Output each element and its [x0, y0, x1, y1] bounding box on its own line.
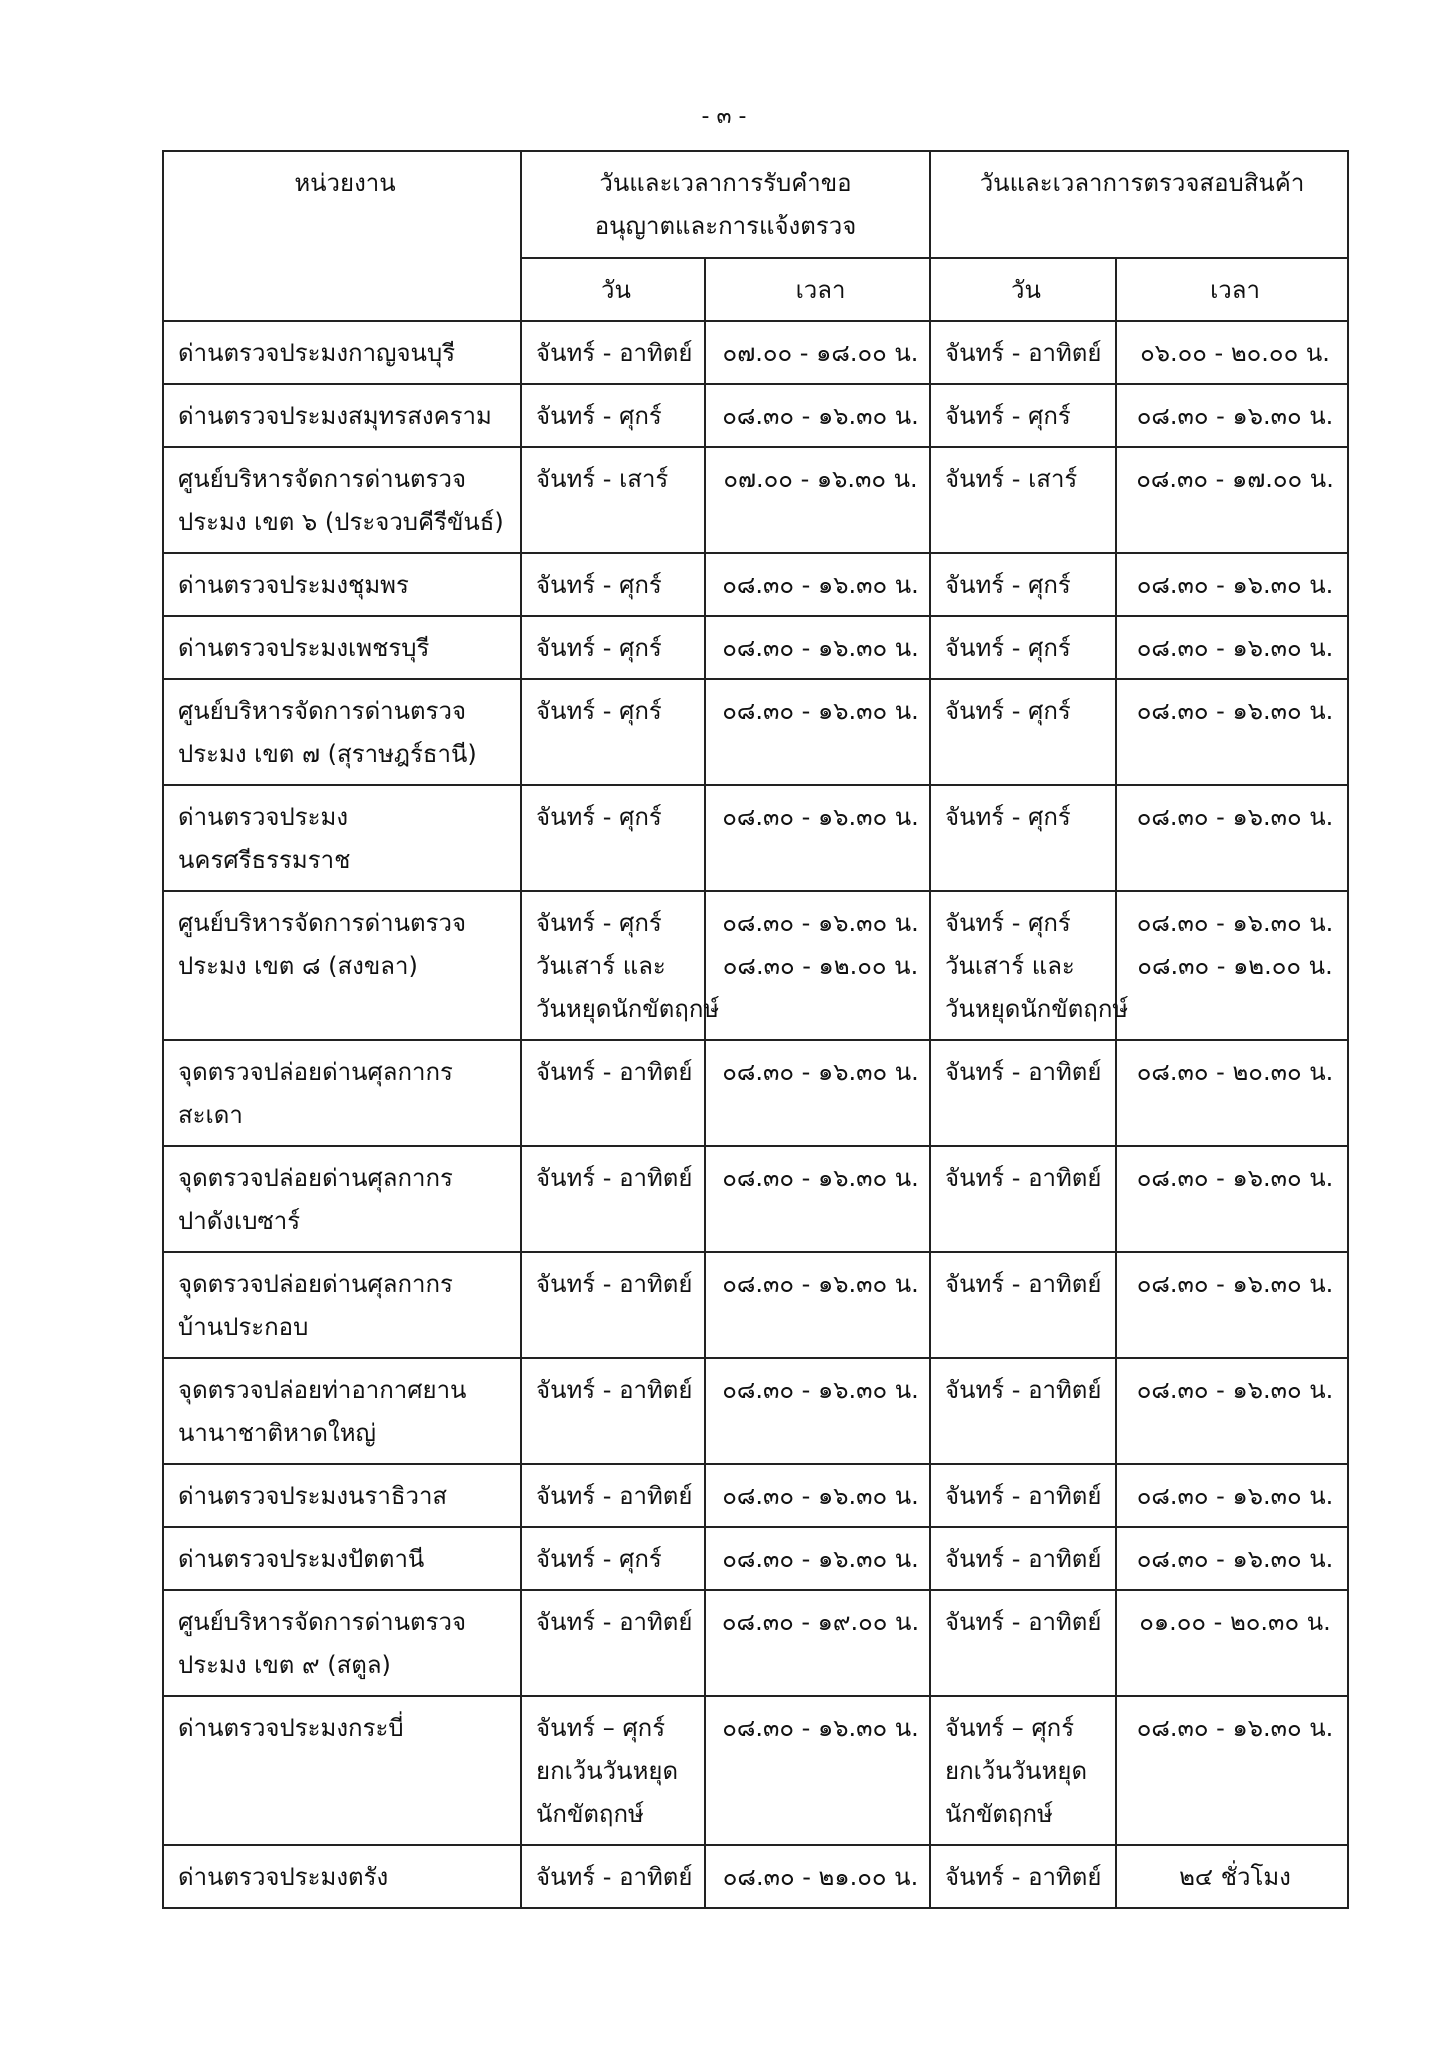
cell-unit-line: ด่านตรวจประมงนราธิวาส: [178, 1482, 448, 1510]
cell-request-time: [705, 1146, 930, 1252]
cell-unit-line: ประมง เขต ๙ (สตูล): [178, 1651, 391, 1679]
cell-request-day: [521, 1464, 705, 1527]
cell-inspect-day: [930, 1845, 1116, 1908]
cell-request-day-line: จันทร์ - อาทิตย์: [536, 1608, 693, 1636]
cell-request-day: [521, 447, 705, 553]
cell-inspect-day: [930, 1696, 1116, 1845]
cell-inspect-day-line: นักขัตฤกษ์: [945, 1800, 1053, 1828]
cell-unit: [163, 1464, 521, 1527]
cell-unit-line: ด่านตรวจประมงกาญจนบุรี: [178, 339, 456, 367]
cell-unit-line: จุดตรวจปล่อยด่านศุลกากร: [178, 1058, 453, 1086]
cell-request-day-line: จันทร์ - ศุกร์: [536, 697, 662, 725]
cell-inspect-time: [1116, 1527, 1348, 1590]
cell-unit-line: บ้านประกอบ: [178, 1313, 309, 1341]
cell-inspect-time: [1116, 785, 1348, 891]
cell-request-time: [705, 447, 930, 553]
table-row: [163, 616, 1348, 679]
cell-unit: [163, 1252, 521, 1358]
cell-inspect-time-line: ๐๖.๐๐ - ๒๐.๐๐ น.: [1140, 339, 1330, 367]
cell-unit-line: จุดตรวจปล่อยด่านศุลกากร: [178, 1164, 453, 1192]
cell-request-time: [705, 785, 930, 891]
table-row: [163, 1040, 1348, 1146]
cell-request-day: [521, 321, 705, 384]
cell-inspect-time: [1116, 1252, 1348, 1358]
page-number: - ๓ -: [701, 104, 747, 129]
cell-inspect-time: [1116, 679, 1348, 785]
cell-inspect-time-line: ๒๔ ชั่วโมง: [1179, 1863, 1291, 1891]
cell-inspect-day: [930, 891, 1129, 1040]
cell-inspect-day-line: จันทร์ - อาทิตย์: [945, 1863, 1102, 1891]
cell-inspect-time-line: ๐๘.๓๐ - ๑๖.๓๐ น.: [1136, 1482, 1334, 1510]
cell-request-day: [521, 1358, 705, 1464]
cell-inspect-time-line: ๐๘.๓๐ - ๑๖.๓๐ น.: [1136, 1376, 1334, 1404]
cell-request-time-line: ๐๘.๓๐ - ๑๖.๓๐ น.: [722, 1376, 919, 1404]
cell-request-time: [705, 553, 930, 616]
cell-request-time-line: ๐๘.๓๐ - ๑๖.๓๐ น.: [722, 909, 919, 937]
cell-request-day: [521, 1252, 705, 1358]
table-row: [163, 1146, 1348, 1252]
cell-inspect-time: [1116, 1146, 1348, 1252]
cell-inspect-day-line: จันทร์ - อาทิตย์: [945, 1608, 1102, 1636]
cell-inspect-day: [930, 321, 1116, 384]
cell-inspect-time: [1116, 447, 1348, 553]
cell-request-day: [521, 1040, 705, 1146]
cell-request-time-line: ๐๘.๓๐ - ๑๖.๓๐ น.: [722, 1714, 919, 1742]
cell-unit: [163, 1590, 521, 1696]
cell-unit-line: ประมง เขต ๖ (ประจวบคีรีขันธ์): [178, 508, 504, 536]
cell-inspect-day: [930, 384, 1116, 447]
cell-request-time: [705, 891, 930, 1040]
cell-request-day: [521, 1146, 705, 1252]
cell-request-day-line: จันทร์ - เสาร์: [536, 465, 669, 493]
cell-request-time: [705, 1845, 930, 1908]
cell-unit: [163, 1527, 521, 1590]
cell-inspect-day: [930, 1590, 1116, 1696]
cell-inspect-time-line: ๐๑.๐๐ - ๒๐.๓๐ น.: [1139, 1608, 1331, 1636]
cell-inspect-day-line: จันทร์ – ศุกร์: [945, 1714, 1075, 1742]
cell-request-time: [705, 679, 930, 785]
cell-request-time-line: ๐๘.๓๐ - ๑๖.๓๐ น.: [722, 1164, 919, 1192]
cell-inspect-day-line: วันเสาร์ และ: [945, 952, 1075, 980]
cell-request-day-line: จันทร์ - ศุกร์: [536, 803, 662, 831]
cell-inspect-time: [1116, 1464, 1348, 1527]
cell-inspect-day: [930, 785, 1116, 891]
cell-inspect-time: [1116, 1590, 1348, 1696]
cell-unit-line: ด่านตรวจประมงเพชรบุรี: [178, 634, 430, 662]
cell-request-time: [705, 1464, 930, 1527]
cell-request-time-line: ๐๗.๐๐ - ๑๖.๓๐ น.: [723, 465, 918, 493]
cell-inspect-day-line: จันทร์ - ศุกร์: [945, 803, 1071, 831]
cell-unit-line: ศูนย์บริหารจัดการด่านตรวจ: [178, 465, 467, 493]
table-row: [163, 1527, 1348, 1590]
cell-unit: [163, 1358, 521, 1464]
cell-request-day: [521, 553, 705, 616]
cell-unit-line: สะเดา: [178, 1101, 243, 1129]
cell-inspect-day-line: จันทร์ - เสาร์: [945, 465, 1078, 493]
cell-request-time-line: ๐๘.๓๐ - ๑๖.๓๐ น.: [722, 634, 919, 662]
cell-unit: [163, 1146, 521, 1252]
cell-inspect-day-line: จันทร์ - อาทิตย์: [945, 1270, 1102, 1298]
cell-unit: [163, 321, 521, 384]
cell-inspect-time: [1116, 891, 1348, 1040]
cell-inspect-time: [1116, 384, 1348, 447]
cell-request-day: [521, 1845, 705, 1908]
cell-inspect-day: [930, 616, 1116, 679]
schedule-table: [162, 150, 1349, 1909]
cell-inspect-time: [1116, 553, 1348, 616]
cell-unit-line: ด่านตรวจประมงชุมพร: [178, 571, 409, 599]
cell-inspect-day-line: จันทร์ - ศุกร์: [945, 402, 1071, 430]
cell-unit: [163, 785, 521, 891]
cell-request-day-line: จันทร์ - อาทิตย์: [536, 1270, 693, 1298]
cell-inspect-day-line: จันทร์ - ศุกร์: [945, 697, 1071, 725]
cell-inspect-day: [930, 1146, 1116, 1252]
cell-request-time-line: ๐๗.๐๐ - ๑๘.๐๐ น.: [722, 339, 919, 367]
cell-unit-line: ด่านตรวจประมงตรัง: [178, 1863, 389, 1891]
cell-inspect-time-line: ๐๘.๓๐ - ๑๖.๓๐ น.: [1136, 571, 1334, 599]
cell-unit-line: ประมง เขต ๘ (สงขลา): [178, 952, 418, 980]
table-row: [163, 553, 1348, 616]
cell-inspect-time-line: ๐๘.๓๐ - ๑๖.๓๐ น.: [1136, 1545, 1334, 1573]
cell-unit: [163, 616, 521, 679]
cell-inspect-time-line: ๐๘.๓๐ - ๑๖.๓๐ น.: [1136, 909, 1334, 937]
table-row: [163, 384, 1348, 447]
header-inspect-time: เวลา: [1116, 258, 1348, 321]
cell-request-time-line: ๐๘.๓๐ - ๑๖.๓๐ น.: [722, 402, 919, 430]
cell-unit-line: ปาดังเบซาร์: [178, 1207, 301, 1235]
cell-request-day: [521, 384, 705, 447]
cell-request-time: [705, 384, 930, 447]
cell-inspect-time-line: ๐๘.๓๐ - ๑๖.๓๐ น.: [1136, 634, 1334, 662]
cell-inspect-time-line: ๐๘.๓๐ - ๑๖.๓๐ น.: [1136, 1270, 1334, 1298]
cell-unit: [163, 891, 521, 1040]
cell-request-time: [705, 1527, 930, 1590]
cell-unit-line: นานาชาติหาดใหญ่: [178, 1419, 376, 1447]
cell-request-time: [705, 321, 930, 384]
cell-request-day-line: จันทร์ - ศุกร์: [536, 634, 662, 662]
cell-inspect-time-line: ๐๘.๓๐ - ๑๖.๓๐ น.: [1136, 697, 1334, 725]
cell-request-time-line: ๐๘.๓๐ - ๑๖.๓๐ น.: [722, 571, 919, 599]
header-request-group: วันและเวลาการรับคำขออนุญาตและการแจ้งตรวจ: [521, 151, 930, 258]
cell-inspect-time: [1116, 1845, 1348, 1908]
header-request-day: วัน: [521, 258, 705, 321]
cell-unit: [163, 384, 521, 447]
table-body: [163, 321, 1348, 1908]
header-inspect-group: วันและเวลาการตรวจสอบสินค้า: [930, 151, 1348, 258]
table-row: [163, 447, 1348, 553]
table-row: [163, 679, 1348, 785]
cell-request-day: [521, 1527, 705, 1590]
cell-request-day: [521, 679, 705, 785]
cell-unit-line: ประมง เขต ๗ (สุราษฎร์ธานี): [178, 740, 477, 768]
cell-inspect-time-line: ๐๘.๓๐ - ๑๒.๐๐ น.: [1137, 952, 1333, 980]
cell-request-day-line: จันทร์ - อาทิตย์: [536, 1376, 693, 1404]
cell-inspect-day-line: จันทร์ - อาทิตย์: [945, 1482, 1102, 1510]
cell-inspect-day: [930, 553, 1116, 616]
cell-request-day-line: วันเสาร์ และ: [536, 952, 666, 980]
cell-inspect-day-line: จันทร์ - อาทิตย์: [945, 1376, 1102, 1404]
cell-unit-line: ด่านตรวจประมงสมุทรสงคราม: [178, 402, 492, 430]
table-row: [163, 785, 1348, 891]
cell-unit-line: ศูนย์บริหารจัดการด่านตรวจ: [178, 1608, 467, 1636]
header-request-time: เวลา: [705, 258, 930, 321]
cell-request-day-line: จันทร์ – ศุกร์: [536, 1714, 666, 1742]
cell-request-day-line: ยกเว้นวันหยุด: [536, 1757, 679, 1785]
cell-request-day-line: จันทร์ - อาทิตย์: [536, 1058, 693, 1086]
cell-request-time-line: ๐๘.๓๐ - ๑๖.๓๐ น.: [722, 1482, 919, 1510]
cell-inspect-day: [930, 1464, 1116, 1527]
cell-inspect-time: [1116, 1358, 1348, 1464]
cell-request-time-line: ๐๘.๓๐ - ๑๒.๐๐ น.: [722, 952, 919, 980]
cell-unit-line: ด่านตรวจประมงปัตตานี: [178, 1545, 425, 1573]
cell-unit: [163, 1845, 521, 1908]
cell-inspect-time-line: ๐๘.๓๐ - ๑๗.๐๐ น.: [1136, 465, 1334, 493]
cell-inspect-time-line: ๐๘.๓๐ - ๑๖.๓๐ น.: [1136, 402, 1334, 430]
cell-request-day-line: จันทร์ - อาทิตย์: [536, 1164, 693, 1192]
table-row: [163, 1590, 1348, 1696]
cell-inspect-day-line: จันทร์ - อาทิตย์: [945, 1058, 1102, 1086]
cell-request-day: [521, 785, 705, 891]
table-row: [163, 321, 1348, 384]
cell-request-time-line: ๐๘.๓๐ - ๑๖.๓๐ น.: [722, 1270, 919, 1298]
cell-inspect-day: [930, 1040, 1116, 1146]
cell-request-time: [705, 1590, 930, 1696]
cell-request-time: [705, 1252, 930, 1358]
cell-inspect-day-line: วันหยุดนักขัตฤกษ์: [945, 995, 1129, 1023]
cell-request-time-line: ๐๘.๓๐ - ๑๖.๓๐ น.: [722, 1545, 919, 1573]
cell-inspect-time-line: ๐๘.๓๐ - ๒๐.๓๐ น.: [1136, 1058, 1334, 1086]
cell-request-day-line: จันทร์ - อาทิตย์: [536, 1482, 693, 1510]
cell-inspect-day-line: จันทร์ - อาทิตย์: [945, 339, 1102, 367]
cell-inspect-time-line: ๐๘.๓๐ - ๑๖.๓๐ น.: [1136, 803, 1334, 831]
cell-request-day-line: วันหยุดนักขัตฤกษ์: [536, 995, 720, 1023]
table-row: [163, 1252, 1348, 1358]
table-row: [163, 1464, 1348, 1527]
cell-request-day: [521, 1696, 705, 1845]
cell-inspect-time: [1116, 1040, 1348, 1146]
cell-request-time-line: ๐๘.๓๐ - ๑๖.๓๐ น.: [722, 803, 919, 831]
cell-unit: [163, 1040, 521, 1146]
cell-inspect-day: [930, 1527, 1116, 1590]
cell-unit-line: ศูนย์บริหารจัดการด่านตรวจ: [178, 909, 467, 937]
cell-inspect-day-line: จันทร์ - ศุกร์: [945, 909, 1071, 937]
cell-inspect-time: [1116, 1696, 1348, 1845]
cell-unit: [163, 1696, 521, 1845]
table-row: [163, 1845, 1348, 1908]
cell-request-time: [705, 1358, 930, 1464]
cell-request-time: [705, 1696, 930, 1845]
cell-unit-line: ศูนย์บริหารจัดการด่านตรวจ: [178, 697, 467, 725]
cell-request-time-line: ๐๘.๓๐ - ๒๑.๐๐ น.: [722, 1863, 919, 1891]
header-unit: หน่วยงาน: [163, 151, 521, 321]
table-row: [163, 1696, 1348, 1845]
cell-inspect-time: [1116, 616, 1348, 679]
cell-unit: [163, 553, 521, 616]
header-inspect-day: วัน: [930, 258, 1116, 321]
cell-inspect-time-line: ๐๘.๓๐ - ๑๖.๓๐ น.: [1136, 1714, 1334, 1742]
cell-request-day-line: จันทร์ - อาทิตย์: [536, 1863, 693, 1891]
cell-request-day: [521, 891, 720, 1040]
cell-unit-line: ด่านตรวจประมงนครศรีธรรมราช: [178, 803, 351, 874]
cell-request-time-line: ๐๘.๓๐ - ๑๖.๓๐ น.: [722, 1058, 919, 1086]
cell-inspect-day: [930, 679, 1116, 785]
cell-request-time: [705, 616, 930, 679]
cell-inspect-day: [930, 1252, 1116, 1358]
cell-inspect-day-line: จันทร์ - อาทิตย์: [945, 1545, 1102, 1573]
table-row: [163, 1358, 1348, 1464]
cell-unit-line: จุดตรวจปล่อยด่านศุลกากร: [178, 1270, 453, 1298]
cell-inspect-day-line: จันทร์ - อาทิตย์: [945, 1164, 1102, 1192]
cell-request-day: [521, 616, 705, 679]
cell-request-time: [705, 1040, 930, 1146]
table-header: [163, 151, 1348, 321]
cell-request-day-line: จันทร์ - ศุกร์: [536, 402, 662, 430]
cell-unit: [163, 447, 521, 553]
cell-request-day-line: จันทร์ - ศุกร์: [536, 571, 662, 599]
cell-request-day-line: จันทร์ - ศุกร์: [536, 1545, 662, 1573]
cell-request-day: [521, 1590, 705, 1696]
cell-request-day-line: จันทร์ - ศุกร์: [536, 909, 662, 937]
table-row: [163, 891, 1348, 1040]
cell-inspect-day-line: ยกเว้นวันหยุด: [945, 1757, 1088, 1785]
cell-inspect-day: [930, 447, 1116, 553]
cell-inspect-day-line: จันทร์ - ศุกร์: [945, 571, 1071, 599]
cell-unit: [163, 679, 521, 785]
cell-inspect-day: [930, 1358, 1116, 1464]
cell-inspect-time: [1116, 321, 1348, 384]
cell-inspect-day-line: จันทร์ - ศุกร์: [945, 634, 1071, 662]
cell-request-time-line: ๐๘.๓๐ - ๑๖.๓๐ น.: [722, 697, 919, 725]
cell-request-day-line: นักขัตฤกษ์: [536, 1800, 644, 1828]
cell-unit-line: ด่านตรวจประมงกระบี่: [178, 1714, 404, 1742]
cell-request-day-line: จันทร์ - อาทิตย์: [536, 339, 693, 367]
cell-inspect-time-line: ๐๘.๓๐ - ๑๖.๓๐ น.: [1136, 1164, 1334, 1192]
cell-unit-line: จุดตรวจปล่อยท่าอากาศยาน: [178, 1376, 467, 1404]
cell-request-time-line: ๐๘.๓๐ - ๑๙.๐๐ น.: [721, 1608, 920, 1636]
